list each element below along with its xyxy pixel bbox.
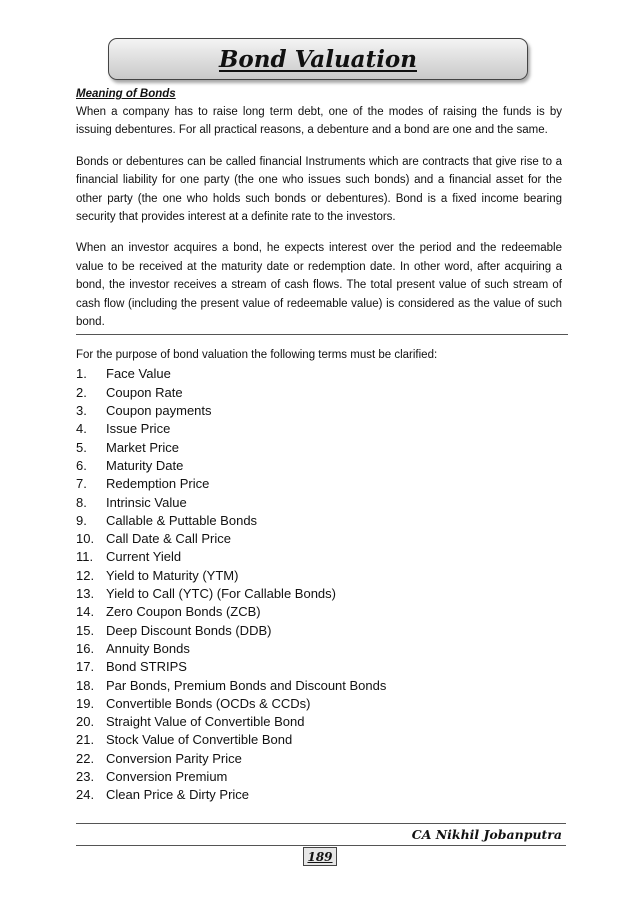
terms-intro: For the purpose of bond valuation the following terms must be clarified: xyxy=(76,349,438,362)
term-text: Coupon Rate xyxy=(106,384,183,400)
term-item xyxy=(76,512,562,530)
term-number: 10. xyxy=(76,531,95,547)
term-number: 5. xyxy=(76,439,87,455)
term-item xyxy=(76,786,562,804)
term-number: 13. xyxy=(76,586,95,602)
term-number: 21. xyxy=(76,732,95,748)
paragraph-1: When a company has to raise long term debt, one of the modes of raising the funds is by issuing debentures. For all practical reasons, a debenture and a bond are one and the same. xyxy=(76,106,562,137)
term-item xyxy=(76,677,562,695)
term-item xyxy=(76,658,562,676)
term-text: Call Date & Call Price xyxy=(106,531,231,547)
term-item xyxy=(76,750,562,768)
footer-divider-top xyxy=(76,823,566,824)
page-number: 189 xyxy=(303,847,337,866)
term-item xyxy=(76,603,562,621)
term-text: Face Value xyxy=(106,366,171,382)
term-text: Issue Price xyxy=(106,421,171,437)
term-item xyxy=(76,585,562,603)
term-number: 22. xyxy=(76,750,95,766)
page-title-box xyxy=(108,38,528,80)
term-text: Straight Value of Convertible Bond xyxy=(106,714,305,730)
term-number: 6. xyxy=(76,457,87,473)
term-text: Zero Coupon Bonds (ZCB) xyxy=(106,604,261,620)
term-item xyxy=(76,622,562,640)
term-item xyxy=(76,530,562,548)
terms-list xyxy=(76,365,562,804)
term-text: Par Bonds, Premium Bonds and Discount Bonds xyxy=(106,677,387,693)
term-text: Conversion Premium xyxy=(106,769,228,784)
term-item xyxy=(76,439,562,457)
term-number: 4. xyxy=(76,421,87,437)
term-number: 11. xyxy=(76,549,94,565)
term-text: Deep Discount Bonds (DDB) xyxy=(106,622,272,638)
term-number: 8. xyxy=(76,494,87,510)
term-item xyxy=(76,640,562,658)
page-title: Bond Valuation xyxy=(218,45,417,73)
term-item xyxy=(76,402,562,420)
term-number: 18. xyxy=(76,677,95,693)
term-item xyxy=(76,713,562,731)
term-text: Current Yield xyxy=(106,549,182,565)
term-item xyxy=(76,475,562,493)
term-number: 15. xyxy=(76,622,95,638)
term-number: 1. xyxy=(76,366,87,382)
author-name: CA Nikhil Jobanputra xyxy=(411,827,562,842)
term-text: Convertible Bonds (OCDs & CCDs) xyxy=(106,695,311,711)
term-number: 2. xyxy=(76,384,87,400)
term-number: 17. xyxy=(76,659,95,675)
term-text: Clean Price & Dirty Price xyxy=(106,787,250,803)
paragraph-2: Bonds or debentures can be called financial Instruments which are contracts that give rise to a financial liability for one party (the one who issues such bonds) and a financial asset for the other party (the one who holds such bonds or debentures). Bond is a fixed income bearing security that provides interest at a definite rate to the investors. xyxy=(76,155,562,224)
term-text: Stock Value of Convertible Bond xyxy=(106,732,293,748)
term-text: Yield to Call (YTC) (For Callable Bonds) xyxy=(106,586,336,602)
term-number: 16. xyxy=(76,640,95,656)
section-title: Meaning of Bonds xyxy=(76,88,176,100)
term-text: Callable & Puttable Bonds xyxy=(106,512,258,528)
term-item xyxy=(76,567,562,585)
term-item xyxy=(76,731,562,749)
footer-divider-bottom xyxy=(76,845,566,846)
term-number: 7. xyxy=(76,476,87,492)
term-number: 20. xyxy=(76,714,95,730)
term-item xyxy=(76,768,562,786)
term-item xyxy=(76,695,562,713)
term-number: 14. xyxy=(76,604,95,620)
term-number: 23. xyxy=(76,769,95,784)
term-text: Yield to Maturity (YTM) xyxy=(106,567,239,583)
term-item xyxy=(76,365,562,383)
term-item xyxy=(76,457,562,475)
term-text: Intrinsic Value xyxy=(106,494,187,510)
term-text: Bond STRIPS xyxy=(106,659,187,675)
term-item xyxy=(76,494,562,512)
term-text: Maturity Date xyxy=(106,457,184,473)
paragraph-3: When an investor acquires a bond, he expects interest over the period and the redeemable value to be received at the maturity date or redemption date. In other word, after acquiring a bond, the investor receives a stream of cash flows. The total present value of such stream of cash flow (including the present value of redeemable value) is considered as the value of such bond. xyxy=(76,242,562,329)
term-item xyxy=(76,420,562,438)
term-text: Market Price xyxy=(106,439,179,455)
term-item xyxy=(76,384,562,402)
term-number: 3. xyxy=(76,403,87,419)
term-text: Conversion Parity Price xyxy=(106,750,242,766)
term-number: 19. xyxy=(76,695,95,711)
section-divider xyxy=(76,334,568,335)
term-text: Redemption Price xyxy=(106,476,210,492)
main-content xyxy=(76,86,562,805)
term-number: 9. xyxy=(76,512,87,528)
term-text: Coupon payments xyxy=(106,403,212,419)
term-item xyxy=(76,548,562,566)
term-number: 24. xyxy=(76,787,95,803)
term-text: Annuity Bonds xyxy=(106,640,190,656)
term-number: 12. xyxy=(76,567,95,583)
